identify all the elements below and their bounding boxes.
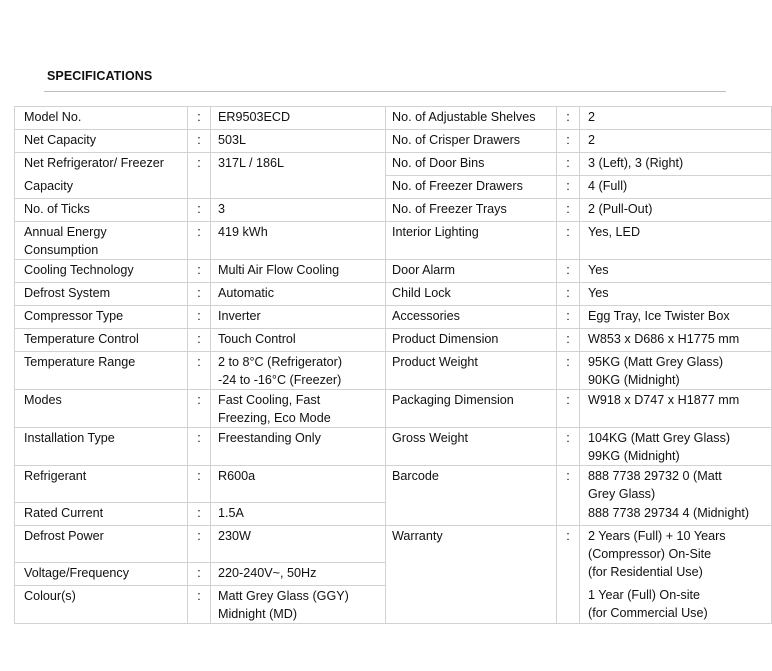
spec-label-cooling-technology: Cooling Technology (15, 260, 188, 283)
table-row (15, 306, 772, 329)
separator-colon: : (188, 260, 211, 283)
spec-label-line: Net Refrigerator/ Freezer (24, 156, 164, 170)
spec-value-modes (211, 390, 386, 428)
separator-colon: : (557, 283, 580, 306)
separator-colon: : (557, 306, 580, 329)
table-row (15, 428, 772, 466)
separator-colon: : (188, 130, 211, 153)
table-row (15, 352, 772, 390)
spec-value-line: 90KG (Midnight) (588, 373, 680, 387)
spec-value-line: 888 7738 29732 0 (Matt (588, 469, 722, 483)
separator-colon: : (188, 199, 211, 222)
spec-value-defrost-power: 230W (211, 526, 386, 563)
spec-value-packaging-dimension: W918 x D747 x H1877 mm (580, 390, 772, 428)
spec-value-annual-energy: 419 kWh (211, 222, 386, 260)
table-row (15, 329, 772, 352)
spec-value-interior-lighting: Yes, LED (580, 222, 772, 260)
table-row (15, 107, 772, 130)
separator-colon: : (188, 329, 211, 352)
spec-value-line: Freezing, Eco Mode (218, 411, 331, 425)
spec-value-defrost-system: Automatic (211, 283, 386, 306)
spec-label-freezer-trays: No. of Freezer Trays (386, 199, 557, 222)
spec-label-net-refrig-freezer (15, 153, 188, 199)
separator-colon: : (188, 563, 211, 586)
table-row (15, 526, 772, 563)
separator-colon: : (557, 466, 580, 526)
spec-value-line: (Compressor) On-Site (588, 547, 712, 561)
table-row (15, 153, 772, 176)
spec-label-child-lock: Child Lock (386, 283, 557, 306)
spec-label-temperature-range: Temperature Range (15, 352, 188, 390)
spec-value-voltage-frequency: 220-240V~, 50Hz (211, 563, 386, 586)
table-row (15, 260, 772, 283)
spec-label-modes: Modes (15, 390, 188, 428)
table-row (15, 466, 772, 503)
separator-colon: : (557, 352, 580, 390)
spec-value-line: Matt Grey Glass (GGY) (218, 589, 349, 603)
spec-label-accessories: Accessories (386, 306, 557, 329)
spec-label-door-alarm: Door Alarm (386, 260, 557, 283)
spec-value-line: 104KG (Matt Grey Glass) (588, 431, 731, 445)
spec-label-freezer-drawers: No. of Freezer Drawers (386, 176, 557, 199)
spec-value-rated-current: 1.5A (211, 503, 386, 526)
separator-colon: : (188, 526, 211, 563)
table-row (15, 390, 772, 428)
spec-value-model-no: ER9503ECD (211, 107, 386, 130)
spec-label-compressor-type: Compressor Type (15, 306, 188, 329)
spec-label-model-no: Model No. (15, 107, 188, 130)
section-heading: SPECIFICATIONS (47, 69, 153, 83)
separator-colon: : (557, 260, 580, 283)
spec-label-line: Capacity (24, 179, 73, 193)
spec-value-barcode (580, 466, 772, 526)
heading-underline (44, 91, 726, 92)
table-row (15, 199, 772, 222)
specifications-table (14, 106, 772, 624)
separator-colon: : (188, 306, 211, 329)
spec-value-line: Fast Cooling, Fast (218, 393, 321, 407)
spec-value-installation-type: Freestanding Only (211, 428, 386, 466)
spec-value-net-refrig-freezer: 317L / 186L (211, 153, 386, 199)
spec-label-no-of-ticks: No. of Ticks (15, 199, 188, 222)
spec-value-line: (for Commercial Use) (588, 606, 708, 620)
spec-value-compressor-type: Inverter (211, 306, 386, 329)
separator-colon: : (188, 107, 211, 130)
spec-value-gross-weight (580, 428, 772, 466)
separator-colon: : (557, 130, 580, 153)
spec-value-net-capacity: 503L (211, 130, 386, 153)
separator-colon: : (188, 390, 211, 428)
separator-colon: : (557, 222, 580, 260)
separator-colon: : (188, 503, 211, 526)
spec-value-crisper-drawers: 2 (580, 130, 772, 153)
spec-label-annual-energy (15, 222, 188, 260)
spec-label-rated-current: Rated Current (15, 503, 188, 526)
spec-label-crisper-drawers: No. of Crisper Drawers (386, 130, 557, 153)
spec-label-interior-lighting: Interior Lighting (386, 222, 557, 260)
spec-label-installation-type: Installation Type (15, 428, 188, 466)
spec-value-line: 2 to 8°C (Refrigerator) (218, 355, 343, 369)
spec-value-temperature-control: Touch Control (211, 329, 386, 352)
spec-value-temperature-range (211, 352, 386, 390)
separator-colon: : (557, 107, 580, 130)
spec-value-line: Grey Glass) (588, 487, 656, 501)
separator-colon: : (557, 199, 580, 222)
spec-value-accessories: Egg Tray, Ice Twister Box (580, 306, 772, 329)
separator-colon: : (188, 283, 211, 306)
spec-label-gross-weight: Gross Weight (386, 428, 557, 466)
spec-value-adjustable-shelves: 2 (580, 107, 772, 130)
separator-colon: : (188, 466, 211, 503)
spec-label-door-bins: No. of Door Bins (386, 153, 557, 176)
separator-colon: : (557, 428, 580, 466)
spec-label-colours: Colour(s) (15, 586, 188, 624)
spec-value-door-bins: 3 (Left), 3 (Right) (580, 153, 772, 176)
spec-label-adjustable-shelves: No. of Adjustable Shelves (386, 107, 557, 130)
table-row (15, 222, 772, 260)
separator-colon: : (188, 586, 211, 624)
spec-label-defrost-power: Defrost Power (15, 526, 188, 563)
spec-label-warranty: Warranty (386, 526, 557, 624)
separator-colon: : (188, 222, 211, 260)
separator-colon: : (188, 428, 211, 466)
spec-label-packaging-dimension: Packaging Dimension (386, 390, 557, 428)
spec-value-cooling-technology: Multi Air Flow Cooling (211, 260, 386, 283)
spec-value-line: (for Residential Use) (588, 565, 703, 579)
spec-value-line: -24 to -16°C (Freezer) (218, 373, 342, 387)
table-row (15, 283, 772, 306)
spec-value-line: Midnight (MD) (218, 607, 298, 621)
spec-value-no-of-ticks: 3 (211, 199, 386, 222)
spec-label-refrigerant: Refrigerant (15, 466, 188, 503)
spec-value-child-lock: Yes (580, 283, 772, 306)
spec-value-product-weight (580, 352, 772, 390)
spec-label-barcode: Barcode (386, 466, 557, 526)
spec-value-line: 2 Years (Full) + 10 Years (588, 529, 726, 543)
spec-value-line: 1 Year (Full) On-site (588, 588, 700, 602)
separator-colon: : (557, 153, 580, 176)
spec-value-colours (211, 586, 386, 624)
spec-value-line: 888 7738 29734 4 (Midnight) (588, 506, 750, 520)
separator-colon: : (557, 176, 580, 199)
spec-label-temperature-control: Temperature Control (15, 329, 188, 352)
separator-colon: : (557, 526, 580, 624)
spec-label-voltage-frequency: Voltage/Frequency (15, 563, 188, 586)
spec-value-line: 99KG (Midnight) (588, 449, 680, 463)
separator-colon: : (188, 352, 211, 390)
spec-value-freezer-trays: 2 (Pull-Out) (580, 199, 772, 222)
separator-colon: : (188, 153, 211, 199)
spec-value-refrigerant: R600a (211, 466, 386, 503)
spec-value-warranty (580, 526, 772, 624)
spec-label-net-capacity: Net Capacity (15, 130, 188, 153)
spec-label-line: Consumption (24, 243, 99, 257)
spec-label-defrost-system: Defrost System (15, 283, 188, 306)
spec-value-door-alarm: Yes (580, 260, 772, 283)
spec-label-product-weight: Product Weight (386, 352, 557, 390)
separator-colon: : (557, 390, 580, 428)
spec-value-product-dimension: W853 x D686 x H1775 mm (580, 329, 772, 352)
table-row (15, 130, 772, 153)
spec-label-product-dimension: Product Dimension (386, 329, 557, 352)
spec-value-freezer-drawers: 4 (Full) (580, 176, 772, 199)
spec-label-line: Annual Energy (24, 225, 107, 239)
separator-colon: : (557, 329, 580, 352)
spec-value-line: 95KG (Matt Grey Glass) (588, 355, 724, 369)
